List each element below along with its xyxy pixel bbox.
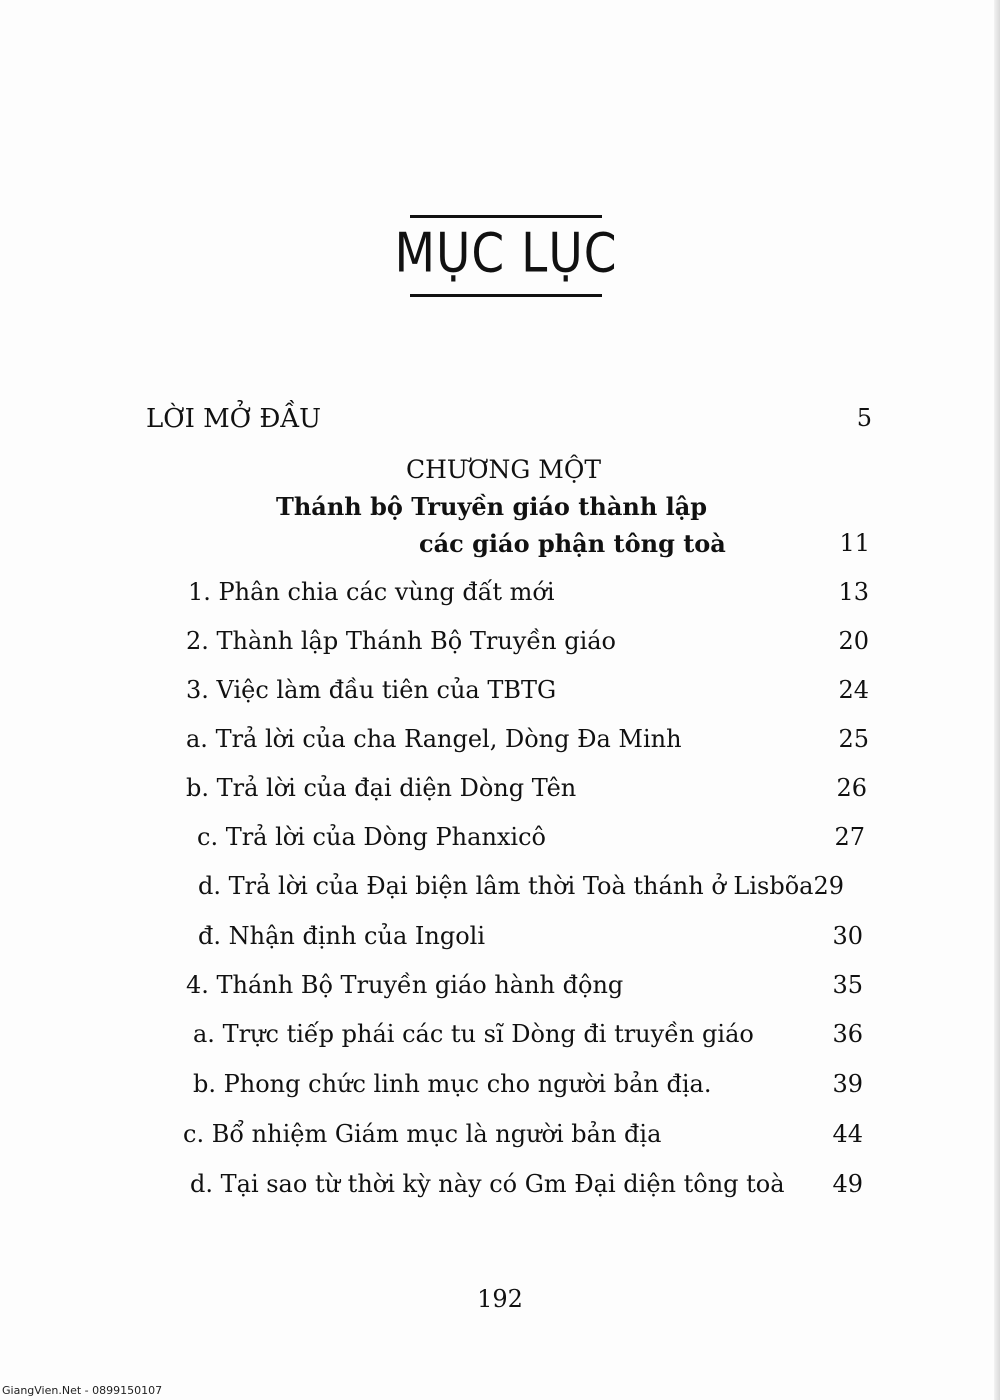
toc-entry-4c-page: 44 (832, 1120, 863, 1148)
toc-entry-4c: c. Bổ nhiệm Giám mục là người bản địa (183, 1120, 662, 1148)
toc-entry-4d: d. Tại sao từ thời kỳ này có Gm Đại diện tông toà (190, 1170, 785, 1198)
toc-entry-3dd: đ. Nhận định của Ingoli (198, 922, 485, 950)
toc-entry-3c-page: 27 (834, 823, 865, 851)
title-rule-bottom (410, 294, 602, 297)
page-edge-shadow (994, 0, 1000, 1400)
toc-entry-1-page: 13 (838, 578, 869, 606)
chapter-title-line2: các giáo phận tông toà (419, 529, 726, 558)
chapter-title-line1: Thánh bộ Truyền giáo thành lập (276, 492, 708, 521)
toc-entry-2: 2. Thành lập Thánh Bộ Truyền giáo (186, 627, 616, 655)
toc-entry-4-page: 35 (832, 971, 863, 999)
title-rule-top (410, 215, 602, 218)
toc-entry-4d-page: 49 (832, 1170, 863, 1198)
toc-entry-3dd-page: 30 (832, 922, 863, 950)
toc-entry-3: 3. Việc làm đầu tiên của TBTG (186, 676, 557, 704)
toc-entry-4a: a. Trực tiếp phái các tu sĩ Dòng đi truyền giáo (193, 1020, 754, 1048)
chapter-page: 11 (839, 529, 870, 557)
page-number: 192 (477, 1285, 523, 1313)
toc-entry-3a-page: 25 (838, 725, 869, 753)
toc-entry-4b-page: 39 (832, 1070, 863, 1098)
watermark-text: GiangVien.Net - 0899150107 (2, 1384, 163, 1397)
toc-entry-1: 1. Phân chia các vùng đất mới (188, 578, 555, 606)
chapter-heading: CHƯƠNG MỘT (406, 455, 602, 484)
toc-entry-3d: d. Trả lời của Đại biện lâm thời Toà thánh ở Lisbõa29 (198, 872, 844, 900)
intro-page: 5 (856, 404, 872, 432)
toc-entry-3b: b. Trả lời của đại diện Dòng Tên (186, 774, 577, 802)
intro-label: LỜI MỞ ĐẦU (146, 404, 321, 434)
toc-entry-3a: a. Trả lời của cha Rangel, Dòng Đa Minh (186, 725, 682, 753)
toc-entry-3c: c. Trả lời của Dòng Phanxicô (197, 823, 546, 851)
toc-entry-4a-page: 36 (832, 1020, 863, 1048)
toc-entry-4b: b. Phong chức linh mục cho người bản địa. (193, 1070, 712, 1098)
toc-entry-4: 4. Thánh Bộ Truyền giáo hành động (186, 971, 624, 999)
page-title: MỤC LỤC (394, 222, 618, 286)
toc-entry-2-page: 20 (838, 627, 869, 655)
toc-entry-3-page: 24 (838, 676, 869, 704)
toc-entry-3b-page: 26 (836, 774, 867, 802)
